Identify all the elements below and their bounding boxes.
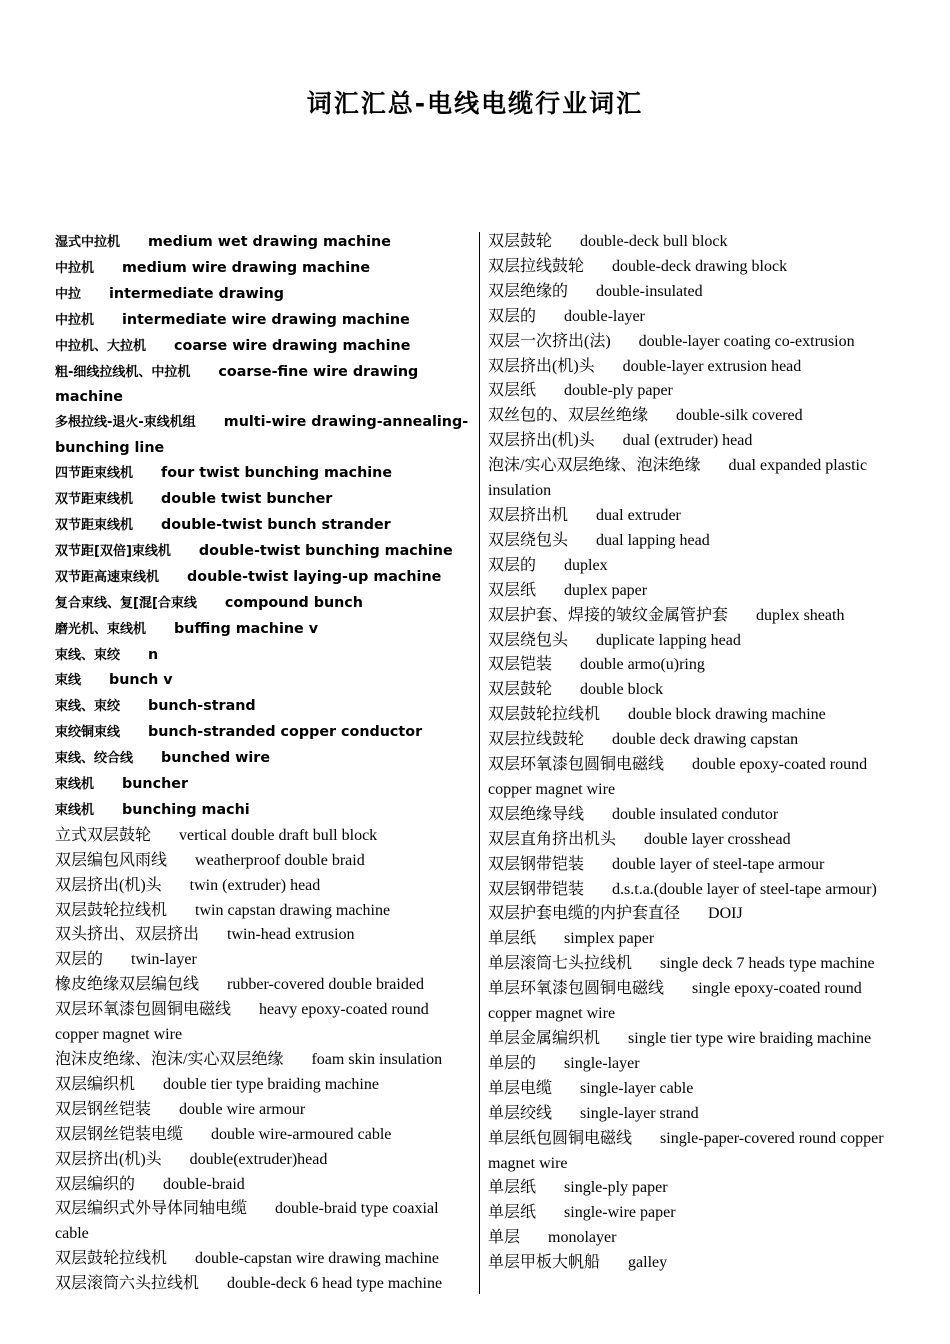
term-english: single-wire paper	[564, 1204, 676, 1222]
glossary-entry	[55, 1073, 473, 1098]
glossary-entry	[55, 1098, 473, 1123]
term-chinese: 束线、束绞	[55, 699, 121, 715]
term-english: single epoxy-coated round copper magnet wire	[488, 980, 862, 1023]
glossary-entry	[488, 1027, 908, 1052]
term-chinese: 中拉机、大拉机	[55, 338, 147, 354]
glossary-entry	[488, 1127, 908, 1177]
term-chinese: 双层绕包头	[488, 531, 569, 549]
term-chinese: 束线机	[55, 777, 95, 793]
term-english: double block	[580, 681, 664, 699]
term-chinese: 泡沫/实心双层绝缘、泡沫绝缘	[488, 457, 701, 475]
glossary-entry	[55, 824, 473, 849]
glossary-entry	[488, 604, 908, 629]
glossary-entry	[55, 256, 473, 282]
term-english: duplex	[564, 556, 608, 574]
glossary-entry	[488, 878, 908, 903]
term-chinese: 双层环氧漆包圆铜电磁线	[488, 756, 665, 774]
term-english: multi-wire drawing-annealing-bunching line	[55, 414, 469, 457]
term-english: double block drawing machine	[628, 706, 826, 724]
term-english: double-layer extrusion head	[622, 357, 802, 375]
term-english: galley	[628, 1254, 668, 1272]
term-english: single-layer	[564, 1054, 640, 1072]
glossary-entry	[488, 952, 908, 977]
glossary-left-column	[55, 230, 473, 1297]
glossary-entry	[488, 355, 908, 380]
glossary-entry	[488, 230, 908, 255]
term-english: bunch v	[109, 672, 173, 689]
term-chinese: 束绞铜束线	[55, 725, 121, 741]
glossary-entry	[488, 927, 908, 952]
glossary-entry	[488, 379, 908, 404]
term-chinese: 双层挤出(机)头	[488, 432, 595, 450]
glossary-entry	[488, 853, 908, 878]
glossary-entry	[55, 334, 473, 360]
term-english: n	[148, 646, 159, 663]
term-english: double armo(u)ring	[580, 656, 705, 674]
glossary-entry	[488, 753, 908, 803]
glossary-entry	[488, 902, 908, 927]
glossary-entry	[55, 487, 473, 513]
term-chinese: 四节距束线机	[55, 466, 134, 482]
glossary-entry	[55, 899, 473, 924]
term-chinese: 束线	[55, 673, 82, 689]
term-english: double-twist bunch strander	[161, 516, 391, 533]
term-chinese: 磨光机、束线机	[55, 621, 147, 637]
glossary-entry	[488, 305, 908, 330]
glossary-entry	[55, 798, 473, 824]
term-chinese: 双层的	[55, 951, 104, 969]
glossary-entry	[488, 579, 908, 604]
term-english: DOIJ	[708, 905, 743, 923]
term-english: vertical double draft bull block	[179, 826, 378, 844]
term-chinese: 双层护套、焊接的皱纹金属管护套	[488, 606, 729, 624]
term-english: heavy epoxy-coated round copper magnet wire	[55, 1001, 429, 1044]
term-chinese: 双层直角挤出机头	[488, 830, 617, 848]
glossary-entry	[55, 948, 473, 973]
glossary-entry	[488, 454, 908, 504]
term-chinese: 双层绝缘的	[488, 282, 569, 300]
term-english: foam skin insulation	[311, 1051, 443, 1068]
glossary-entry	[488, 728, 908, 753]
term-chinese: 双层铠装	[488, 656, 553, 674]
term-chinese: 双层纸	[488, 382, 537, 400]
term-english: twin-layer	[131, 951, 197, 969]
term-chinese: 双层滚筒六头拉线机	[55, 1275, 200, 1293]
term-chinese: 单层的	[488, 1054, 537, 1072]
term-english: single-ply paper	[564, 1179, 668, 1197]
term-chinese: 双层鼓轮拉线机	[488, 706, 601, 724]
glossary-entry	[55, 1272, 473, 1297]
term-chinese: 立式双层鼓轮	[55, 826, 152, 844]
term-chinese: 双层的	[488, 307, 537, 325]
term-chinese: 橡皮绝缘双层编包线	[55, 976, 200, 994]
glossary-entry	[55, 513, 473, 539]
term-english: duplex sheath	[756, 606, 845, 624]
term-chinese: 双层鼓轮拉线机	[55, 901, 168, 919]
glossary-entry	[488, 255, 908, 280]
term-chinese: 双层钢带铠装	[488, 880, 585, 898]
term-english: coarse wire drawing machine	[174, 337, 411, 354]
glossary-entry	[488, 977, 908, 1027]
term-english: double-capstan wire drawing machine	[195, 1250, 439, 1268]
term-chinese: 粗-细线拉线机、中拉机	[55, 364, 191, 380]
glossary-entry	[55, 720, 473, 746]
term-chinese: 双节距束线机	[55, 517, 134, 533]
term-chinese: 双层一次挤出(法)	[488, 332, 611, 350]
glossary-entry	[55, 643, 473, 669]
term-chinese: 束线、束绞	[55, 647, 121, 663]
document-title: 词汇汇总-电线电缆行业词汇	[306, 89, 644, 118]
term-english: bunched wire	[161, 750, 271, 767]
glossary-entry	[55, 923, 473, 948]
term-chinese: 双层钢丝铠装电缆	[55, 1125, 184, 1143]
term-chinese: 双层环氧漆包圆铜电磁线	[55, 1001, 232, 1019]
term-chinese: 双层编包风雨线	[55, 851, 168, 869]
term-chinese: 双层绝缘导线	[488, 805, 585, 823]
glossary-entry	[488, 678, 908, 703]
term-chinese: 双头挤出、双层挤出	[55, 926, 200, 944]
glossary-entry	[55, 360, 473, 411]
term-chinese: 多根拉线-退火-束线机组	[55, 415, 196, 431]
glossary-entry	[55, 461, 473, 487]
glossary-entry	[55, 591, 473, 617]
glossary-entry	[488, 429, 908, 454]
term-chinese: 束线、绞合线	[55, 751, 134, 767]
term-english: compound bunch	[224, 594, 363, 611]
term-chinese: 单层	[488, 1229, 521, 1247]
term-english: double layer of steel-tape armour	[612, 855, 825, 873]
term-english: double twist buncher	[161, 491, 333, 508]
term-english: double deck drawing capstan	[612, 731, 799, 749]
glossary-entry	[488, 653, 908, 678]
term-english: double insulated condutor	[612, 805, 779, 823]
glossary-entry	[488, 1226, 908, 1251]
term-english: dual (extruder) head	[622, 432, 753, 450]
glossary-entry	[488, 1102, 908, 1127]
term-chinese: 双层绕包头	[488, 631, 569, 649]
term-english: intermediate drawing	[109, 285, 285, 302]
glossary-entry	[488, 828, 908, 853]
term-english: duplex paper	[564, 581, 648, 599]
term-chinese: 双层挤出(机)头	[55, 876, 162, 894]
term-chinese: 双层拉线鼓轮	[488, 731, 585, 749]
term-english: medium wire drawing machine	[122, 259, 371, 276]
term-chinese: 双层鼓轮拉线机	[55, 1250, 168, 1268]
term-english: double-layer coating co-extrusion	[638, 332, 855, 350]
term-english: double-deck bull block	[580, 233, 728, 250]
term-chinese: 双层鼓轮	[488, 233, 553, 250]
term-chinese: 单层纸	[488, 930, 537, 948]
glossary-entry	[488, 629, 908, 654]
term-english: double-insulated	[596, 282, 703, 300]
term-english: dual lapping head	[596, 531, 710, 549]
glossary-entry	[488, 504, 908, 529]
glossary-entry	[488, 703, 908, 728]
term-english: twin (extruder) head	[189, 876, 321, 894]
column-divider	[479, 232, 480, 1294]
glossary-entry	[55, 694, 473, 720]
term-chinese: 双丝包的、双层丝绝缘	[488, 407, 649, 425]
term-chinese: 束线机	[55, 802, 95, 818]
term-chinese: 单层环氧漆包圆铜电磁线	[488, 980, 665, 998]
term-english: double layer crosshead	[644, 830, 791, 848]
term-english: double-deck drawing block	[612, 257, 788, 275]
term-english: double(extruder)head	[189, 1150, 328, 1168]
term-english: coarse-fine wire drawing machine	[55, 363, 419, 406]
glossary-entry	[488, 404, 908, 429]
term-english: double wire-armoured cable	[211, 1125, 392, 1143]
term-english: double epoxy-coated round copper magnet wire	[488, 756, 868, 798]
term-chinese: 单层滚筒七头拉线机	[488, 955, 633, 973]
term-chinese: 双层挤出(机)头	[488, 357, 595, 375]
term-chinese: 双节距束线机	[55, 492, 134, 508]
term-english: twin-head extrusion	[227, 926, 355, 944]
glossary-entry	[488, 330, 908, 355]
term-english: bunching machi	[122, 801, 250, 818]
term-english: duplicate lapping head	[596, 631, 741, 649]
glossary-entry	[55, 1173, 473, 1198]
term-english: dual expanded plastic insulation	[488, 457, 868, 500]
term-chinese: 双层钢丝铠装	[55, 1100, 152, 1118]
glossary-entry	[55, 1197, 473, 1247]
glossary-entry	[488, 280, 908, 305]
term-chinese: 双层拉线鼓轮	[488, 257, 585, 275]
term-english: single deck 7 heads type machine	[660, 955, 875, 973]
term-english: single-layer cable	[580, 1079, 694, 1097]
term-english: double-ply paper	[564, 382, 673, 400]
glossary-entry	[488, 1077, 908, 1102]
term-chinese: 双层挤出机	[488, 506, 569, 524]
glossary-entry	[55, 998, 473, 1048]
term-chinese: 中拉机	[55, 312, 95, 328]
term-chinese: 单层电缆	[488, 1079, 553, 1097]
term-english: bunch-stranded copper conductor	[148, 724, 423, 741]
term-english: single tier type wire braiding machine	[628, 1030, 872, 1047]
term-english: four twist bunching machine	[161, 465, 393, 482]
term-chinese: 单层纸	[488, 1204, 537, 1222]
term-chinese: 单层绞线	[488, 1104, 553, 1122]
term-english: intermediate wire drawing machine	[122, 311, 410, 328]
glossary-entry	[55, 565, 473, 591]
glossary-right-column	[488, 230, 908, 1276]
glossary-entry	[55, 746, 473, 772]
glossary-entry	[55, 617, 473, 643]
term-chinese: 湿式中拉机	[55, 235, 121, 250]
term-english: single-layer strand	[580, 1104, 699, 1122]
term-english: weatherproof double braid	[195, 851, 365, 869]
term-english: double wire armour	[179, 1100, 306, 1118]
term-chinese: 单层纸	[488, 1179, 537, 1197]
term-chinese: 泡沫皮绝缘、泡沫/实心双层绝缘	[55, 1051, 284, 1068]
term-english: bunch-strand	[148, 698, 256, 715]
term-english: rubber-covered double braided	[227, 976, 424, 994]
term-english: double-braid	[163, 1175, 245, 1193]
glossary-entry	[488, 1052, 908, 1077]
glossary-entry	[55, 230, 473, 256]
term-english: double-twist laying-up machine	[187, 568, 442, 585]
term-chinese: 中拉	[55, 286, 82, 302]
glossary-entry	[55, 772, 473, 798]
glossary-entry	[55, 308, 473, 334]
term-english: double-twist bunching machine	[198, 542, 453, 559]
glossary-entry	[55, 1148, 473, 1173]
term-english: double tier type braiding machine	[163, 1075, 379, 1093]
term-english: twin capstan drawing machine	[195, 901, 391, 919]
term-chinese: 双层护套电缆的内护套直径	[488, 905, 681, 923]
term-english: buncher	[122, 776, 189, 793]
term-chinese: 双层纸	[488, 581, 537, 599]
glossary-entry	[55, 973, 473, 998]
glossary-entry	[55, 1247, 473, 1272]
term-english: medium wet drawing machine	[148, 234, 391, 250]
term-english: double-braid type coaxial cable	[55, 1200, 439, 1243]
term-chinese: 双层编织的	[55, 1175, 136, 1193]
glossary-entry	[55, 1123, 473, 1148]
glossary-entry	[55, 539, 473, 565]
glossary-entry	[488, 1251, 908, 1276]
glossary-entry	[55, 282, 473, 308]
glossary-entry	[55, 668, 473, 694]
term-english: double-deck 6 head type machine	[227, 1275, 443, 1293]
term-chinese: 双节距[双倍]束线机	[55, 543, 171, 559]
term-chinese: 双层挤出(机)头	[55, 1150, 162, 1168]
term-chinese: 双层编织机	[55, 1075, 136, 1093]
glossary-entry	[55, 874, 473, 899]
term-chinese: 中拉机	[55, 260, 95, 276]
glossary-entry	[488, 1201, 908, 1226]
term-english: double-layer	[564, 307, 645, 325]
term-english: simplex paper	[564, 930, 655, 948]
term-chinese: 双节距高速束线机	[55, 569, 160, 585]
term-chinese: 双层钢带铠装	[488, 855, 585, 873]
term-chinese: 单层金属编织机	[488, 1030, 601, 1047]
term-english: buffing machine v	[174, 620, 319, 637]
glossary-entry	[55, 1048, 473, 1073]
term-english: single-paper-covered round copper magnet wire	[488, 1129, 884, 1172]
glossary-entry	[55, 410, 473, 461]
glossary-entry	[488, 554, 908, 579]
term-chinese: 单层纸包圆铜电磁线	[488, 1129, 633, 1147]
glossary-entry	[488, 1176, 908, 1201]
term-chinese: 双层的	[488, 556, 537, 574]
glossary-entry	[488, 803, 908, 828]
term-chinese: 双层鼓轮	[488, 681, 553, 699]
glossary-entry	[55, 849, 473, 874]
term-english: d.s.t.a.(double layer of steel-tape armour)	[612, 880, 877, 898]
term-chinese: 单层甲板大帆船	[488, 1254, 601, 1272]
glossary-entry	[488, 529, 908, 554]
term-english: dual extruder	[596, 506, 681, 524]
term-english: double-silk covered	[676, 407, 803, 425]
term-english: monolayer	[548, 1229, 617, 1247]
term-chinese: 复合束线、复[混[合束线	[55, 595, 197, 611]
term-chinese: 双层编织式外导体同轴电缆	[55, 1200, 248, 1218]
